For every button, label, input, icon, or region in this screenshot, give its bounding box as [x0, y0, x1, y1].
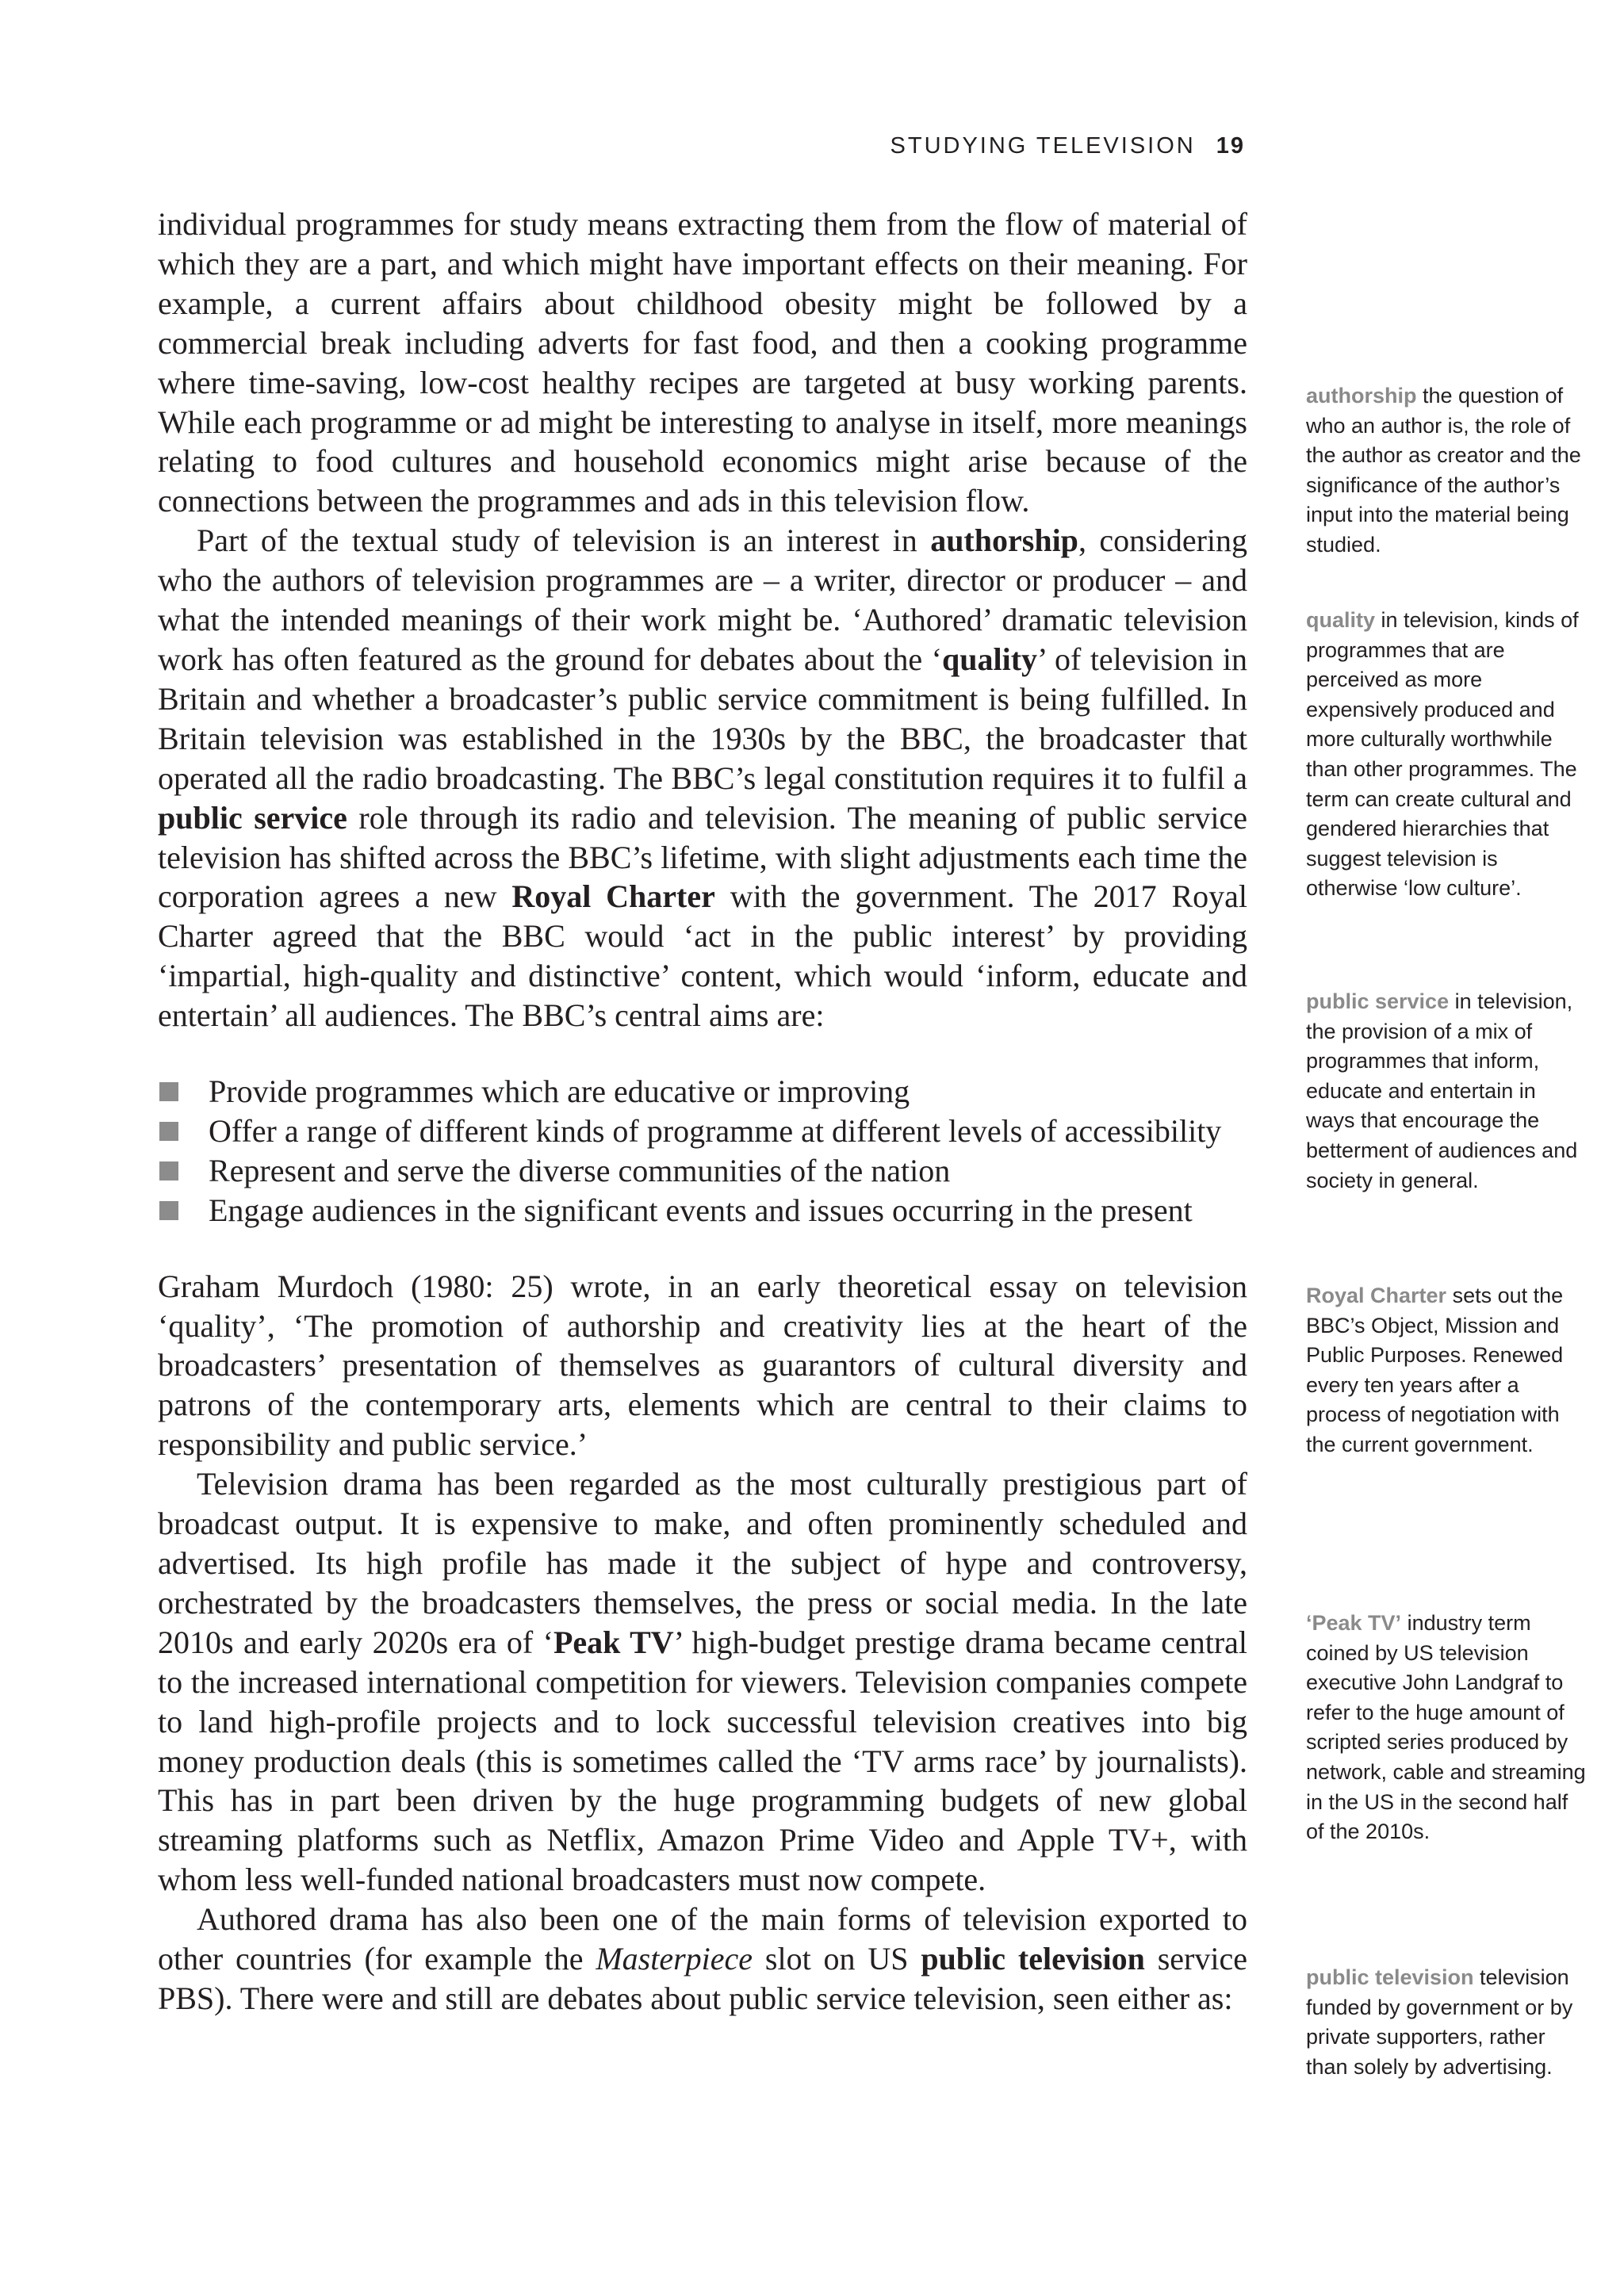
keyword-public-television: public television — [921, 1941, 1145, 1977]
keyword-authorship: authorship — [930, 522, 1078, 559]
keyword-quality: quality — [941, 641, 1038, 677]
title-masterpiece: Masterpiece — [596, 1941, 753, 1977]
glossary-note-public-service — [1306, 987, 1588, 1196]
list-item: Represent and serve the diverse communities of the nation — [158, 1151, 1247, 1191]
list-item: Offer a range of different kinds of programme at different levels of accessibility — [158, 1112, 1247, 1151]
glossary-note-quality — [1306, 606, 1588, 904]
glossary-term: public television — [1306, 1965, 1474, 1989]
running-title: STUDYING TELEVISION — [890, 133, 1196, 159]
square-bullet-icon — [159, 1201, 178, 1220]
paragraph-3: Graham Murdoch (1980: 25) wrote, in an early theoretical essay on television ‘quality’, ‘The promotion of authorship and creativity lies at the heart of the broadcasters’ presentation of themselves as guarantors of cultural diversity and patrons of the contemporary arts, elements which are central to their claims to responsibility and public service.’ — [158, 1268, 1247, 1463]
paragraph-2: Part of the textual study of television is an interest in authorship, considering who the authors of television programmes are – a writer, director or producer – and what the intended meanings of their work might be. ‘Authored’ dramatic television work has often featured as the ground for debates about the ‘quality’ of television in Britain and whether a broadcaster’s public service commitment is being fulfilled. In Britain television was established in the 1930s by the BBC, the broadcaster that operated all the radio broadcasting. The BBC’s legal constitution requires it to fulfil a public service role through its radio and television. The meaning of public service television has shifted across the BBC’s lifetime, with slight adjustments each time the corporation agrees a new Royal Charter with the government. The 2017 Royal Charter agreed that the BBC would ‘act in the public interest’ by providing ‘impartial, high-quality and distinctive’ content, which would ‘inform, educate and entertain’ all audiences. The BBC’s central aims are: — [158, 522, 1248, 1034]
glossary-definition: in television, kinds of programmes that are perceived as more expensively produced and more culturally worthwhile than other programmes. The term can create cultural and gendered hierarchies that suggest television is otherwise ‘low culture’. — [1306, 608, 1579, 901]
glossary-definition: industry term coined by US television executive John Landgraf to refer to the huge amount of scripted series produced by network, cable and streaming in the US in the second half of the 2010s. — [1306, 1611, 1586, 1844]
list-item: Provide programmes which are educative or improving — [158, 1072, 1247, 1112]
bbc-aims-list — [158, 1072, 1247, 1230]
square-bullet-icon — [159, 1161, 178, 1181]
glossary-note-authorship — [1306, 381, 1588, 561]
list-item: Engage audiences in the significant events and issues occurring in the present — [158, 1191, 1247, 1230]
keyword-public-service: public service — [158, 799, 347, 836]
paragraph-1: individual programmes for study means extracting them from the flow of material of which they are a part, and which might have important effects on their meaning. For example, a current affairs about childhood obesity might be followed by a commercial break including adverts for fast food, and then a cooking programme where time-saving, low-cost healthy recipes are targeted at busy working parents. While each programme or ad might be interesting to analyse in itself, more meanings relating to food cultures and household economics might arise because of the connections between the programmes and ads in this television flow. — [158, 206, 1247, 519]
glossary-note-public-television — [1306, 1963, 1588, 2082]
glossary-term: authorship — [1306, 384, 1417, 408]
glossary-definition: in television, the provision of a mix of programmes that inform, educate and entertain in ways that encourage the betterment of audiences and society in general. — [1306, 989, 1578, 1192]
glossary-note-royal-charter — [1306, 1281, 1588, 1460]
glossary-term: public service — [1306, 989, 1450, 1013]
paragraph-5: Authored drama has also been one of the main forms of television exported to other countries (for example the Masterpiece slot on US public television service PBS). There were and still are debates about public service television, seen either as: — [158, 1901, 1247, 2016]
main-text-column — [158, 205, 1247, 2019]
glossary-term: quality — [1306, 608, 1376, 632]
running-head — [891, 133, 1245, 159]
keyword-royal-charter: Royal Charter — [511, 878, 715, 915]
glossary-term: ‘Peak TV’ — [1306, 1611, 1402, 1635]
glossary-definition: the question of who an author is, the role of the author as creator and the significance of the author’s input into the material being studied. — [1306, 384, 1581, 557]
glossary-note-peak-tv — [1306, 1609, 1588, 1847]
glossary-definition: television funded by government or by private supporters, rather than solely by advertising. — [1306, 1965, 1573, 2079]
glossary-definition: sets out the BBC’s Object, Mission and Public Purposes. Renewed every ten years after a process of negotiation with the current government. — [1306, 1284, 1564, 1456]
square-bullet-icon — [159, 1082, 178, 1101]
page-number: 19 — [1216, 133, 1245, 159]
square-bullet-icon — [159, 1122, 178, 1141]
paragraph-4: Television drama has been regarded as the most culturally prestigious part of broadcast output. It is expensive to make, and often prominently scheduled and advertised. Its high profile has made it the subject of hype and controversy, orchestrated by the broadcasters themselves, the press or social media. In the late 2010s and early 2020s era of ‘Peak TV’ high-budget prestige drama became central to the increased international competition for viewers. Television companies compete to land high-profile projects and to lock successful television creatives into big money production deals (this is sometimes called the ‘TV arms race’ by journalists). This has in part been driven by the huge programming budgets of new global streaming platforms such as Netflix, Amazon Prime Video and Apple TV+, with whom less well-funded national broadcasters must now compete. — [158, 1466, 1248, 1898]
keyword-peak-tv: Peak TV — [553, 1624, 674, 1660]
glossary-term: Royal Charter — [1306, 1284, 1447, 1307]
